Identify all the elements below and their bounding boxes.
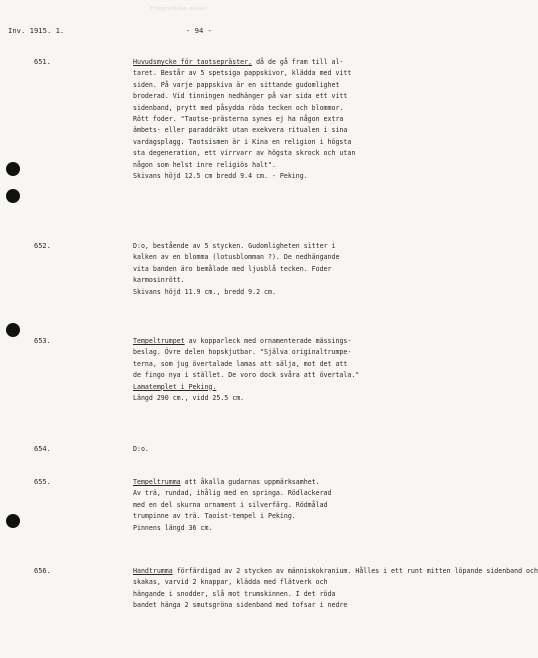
entry-655 <box>133 477 395 534</box>
entry-line: någon som helst inre religiös halt". <box>133 160 276 169</box>
punch-hole-icon <box>6 514 20 528</box>
entry-line: karmosinrött. <box>133 276 185 285</box>
entry-line: siden. På varje pappskiva är en sittande gudomlighet <box>133 80 340 89</box>
entry-title: D:o, <box>133 242 149 250</box>
entry-line: Av trä, rundad, ihålig med en springa. Rödlackerad <box>133 489 332 498</box>
faint-stamp: Etnografiska museet <box>150 6 208 12</box>
entry-line: Lamatemplet i Peking. <box>133 382 217 391</box>
entry-line: beslag. Övre delen hopskjutbar. "Själva originaltrumpe- <box>133 348 352 357</box>
entry-title: Tempeltrumma <box>133 478 181 486</box>
entry-line: att åkalla gudarnas uppmärksamhet. <box>184 478 320 486</box>
entry-line: med en del skurna ornament i silverfärg. Rödmålad <box>133 500 328 509</box>
entry-line: av kopparleck med ornamenterade mässings- <box>188 337 352 345</box>
entry-number: 654. <box>34 445 51 453</box>
entry-line: bestående av 5 stycken. Gudomligheten sitter i <box>152 242 336 250</box>
entry-line: Pinnens längd 36 cm. <box>133 523 213 532</box>
punch-hole-icon <box>6 162 20 176</box>
entry-title: Huvudsmycke för taotsepräster, <box>133 58 253 66</box>
entry-line: Skivans höjd 11.9 cm., bredd 9.2 cm. <box>133 287 276 296</box>
entry-651 <box>133 57 395 182</box>
entry-line: då de gå fram till al- <box>256 58 344 66</box>
entry-652 <box>133 241 395 298</box>
entry-line: hängande i snodder, slå mot trumskinnen. I det röda <box>133 589 336 598</box>
entry-number: 653. <box>34 337 51 345</box>
entry-line: broderad. Vid tinningen nedhänger på var sida ett vitt <box>133 92 348 101</box>
entry-number: 651. <box>34 58 51 66</box>
entry-line: förfärdigad av 2 stycken av människokranium. Hålles i ett runt mitten löpande sidenband och <box>176 567 538 575</box>
entry-title: Handtrumma <box>133 567 173 575</box>
entry-656 <box>133 566 538 612</box>
entry-line: bandet hänga 2 smutsgröna sidenband med tofsar i nedre <box>133 601 348 610</box>
entry-number: 652. <box>34 242 51 250</box>
entry-line: terna, som jug övertalade lamas att sälja, mot det att <box>133 359 348 368</box>
entry-line: Längd 290 cm., vidd 25.5 cm. <box>133 394 245 403</box>
entry-line: Skivans höjd 12.5 cm bredd 9.4 cm. - Peking. <box>133 172 308 181</box>
entry-line: ämbets- eller paraddräkt utan exekvera ritualen i sina <box>133 126 348 135</box>
entry-653 <box>133 336 395 404</box>
entry-line: vita banden äro bemålade med ljusblå tecken. Foder <box>133 264 332 273</box>
entry-line: trumpinne av trä. Taoist-tempel i Peking. <box>133 512 296 521</box>
entry-line: sidenband, prytt med påsydda röda tecken och blommor. <box>133 103 344 112</box>
entry-line: Rött foder. "Taotse-prästerna synes ej ha någon extra <box>133 115 344 124</box>
entry-title: D:o. <box>133 445 149 453</box>
entry-line: vardagsplagg. Taotsismen är i Kina en religion i högsta <box>133 137 352 146</box>
entry-line: skakas, varvid 2 knappar, klädda med flätverk och <box>133 578 328 587</box>
entry-line: de fingo nya i stället. De voro dock svåra att övertala." <box>133 371 360 380</box>
entry-line: sta degeneration, ett virrvarr av högsta skrock och utan <box>133 149 356 158</box>
punch-hole-icon <box>6 323 20 337</box>
entry-number: 656. <box>34 567 51 575</box>
entry-number: 655. <box>34 478 51 486</box>
entry-line: kalken av en blomma (lotusblomman ?). De nedhängande <box>133 253 340 262</box>
page-number: - 94 - <box>186 26 212 35</box>
inventory-label: Inv. 1915. 1. <box>8 26 65 35</box>
punch-hole-icon <box>6 189 20 203</box>
entry-line: taret. Består av 5 spetsiga pappskivor, klädda med vitt <box>133 69 352 78</box>
entry-title: Tempeltrumpet <box>133 337 185 345</box>
entry-654 <box>133 444 395 455</box>
